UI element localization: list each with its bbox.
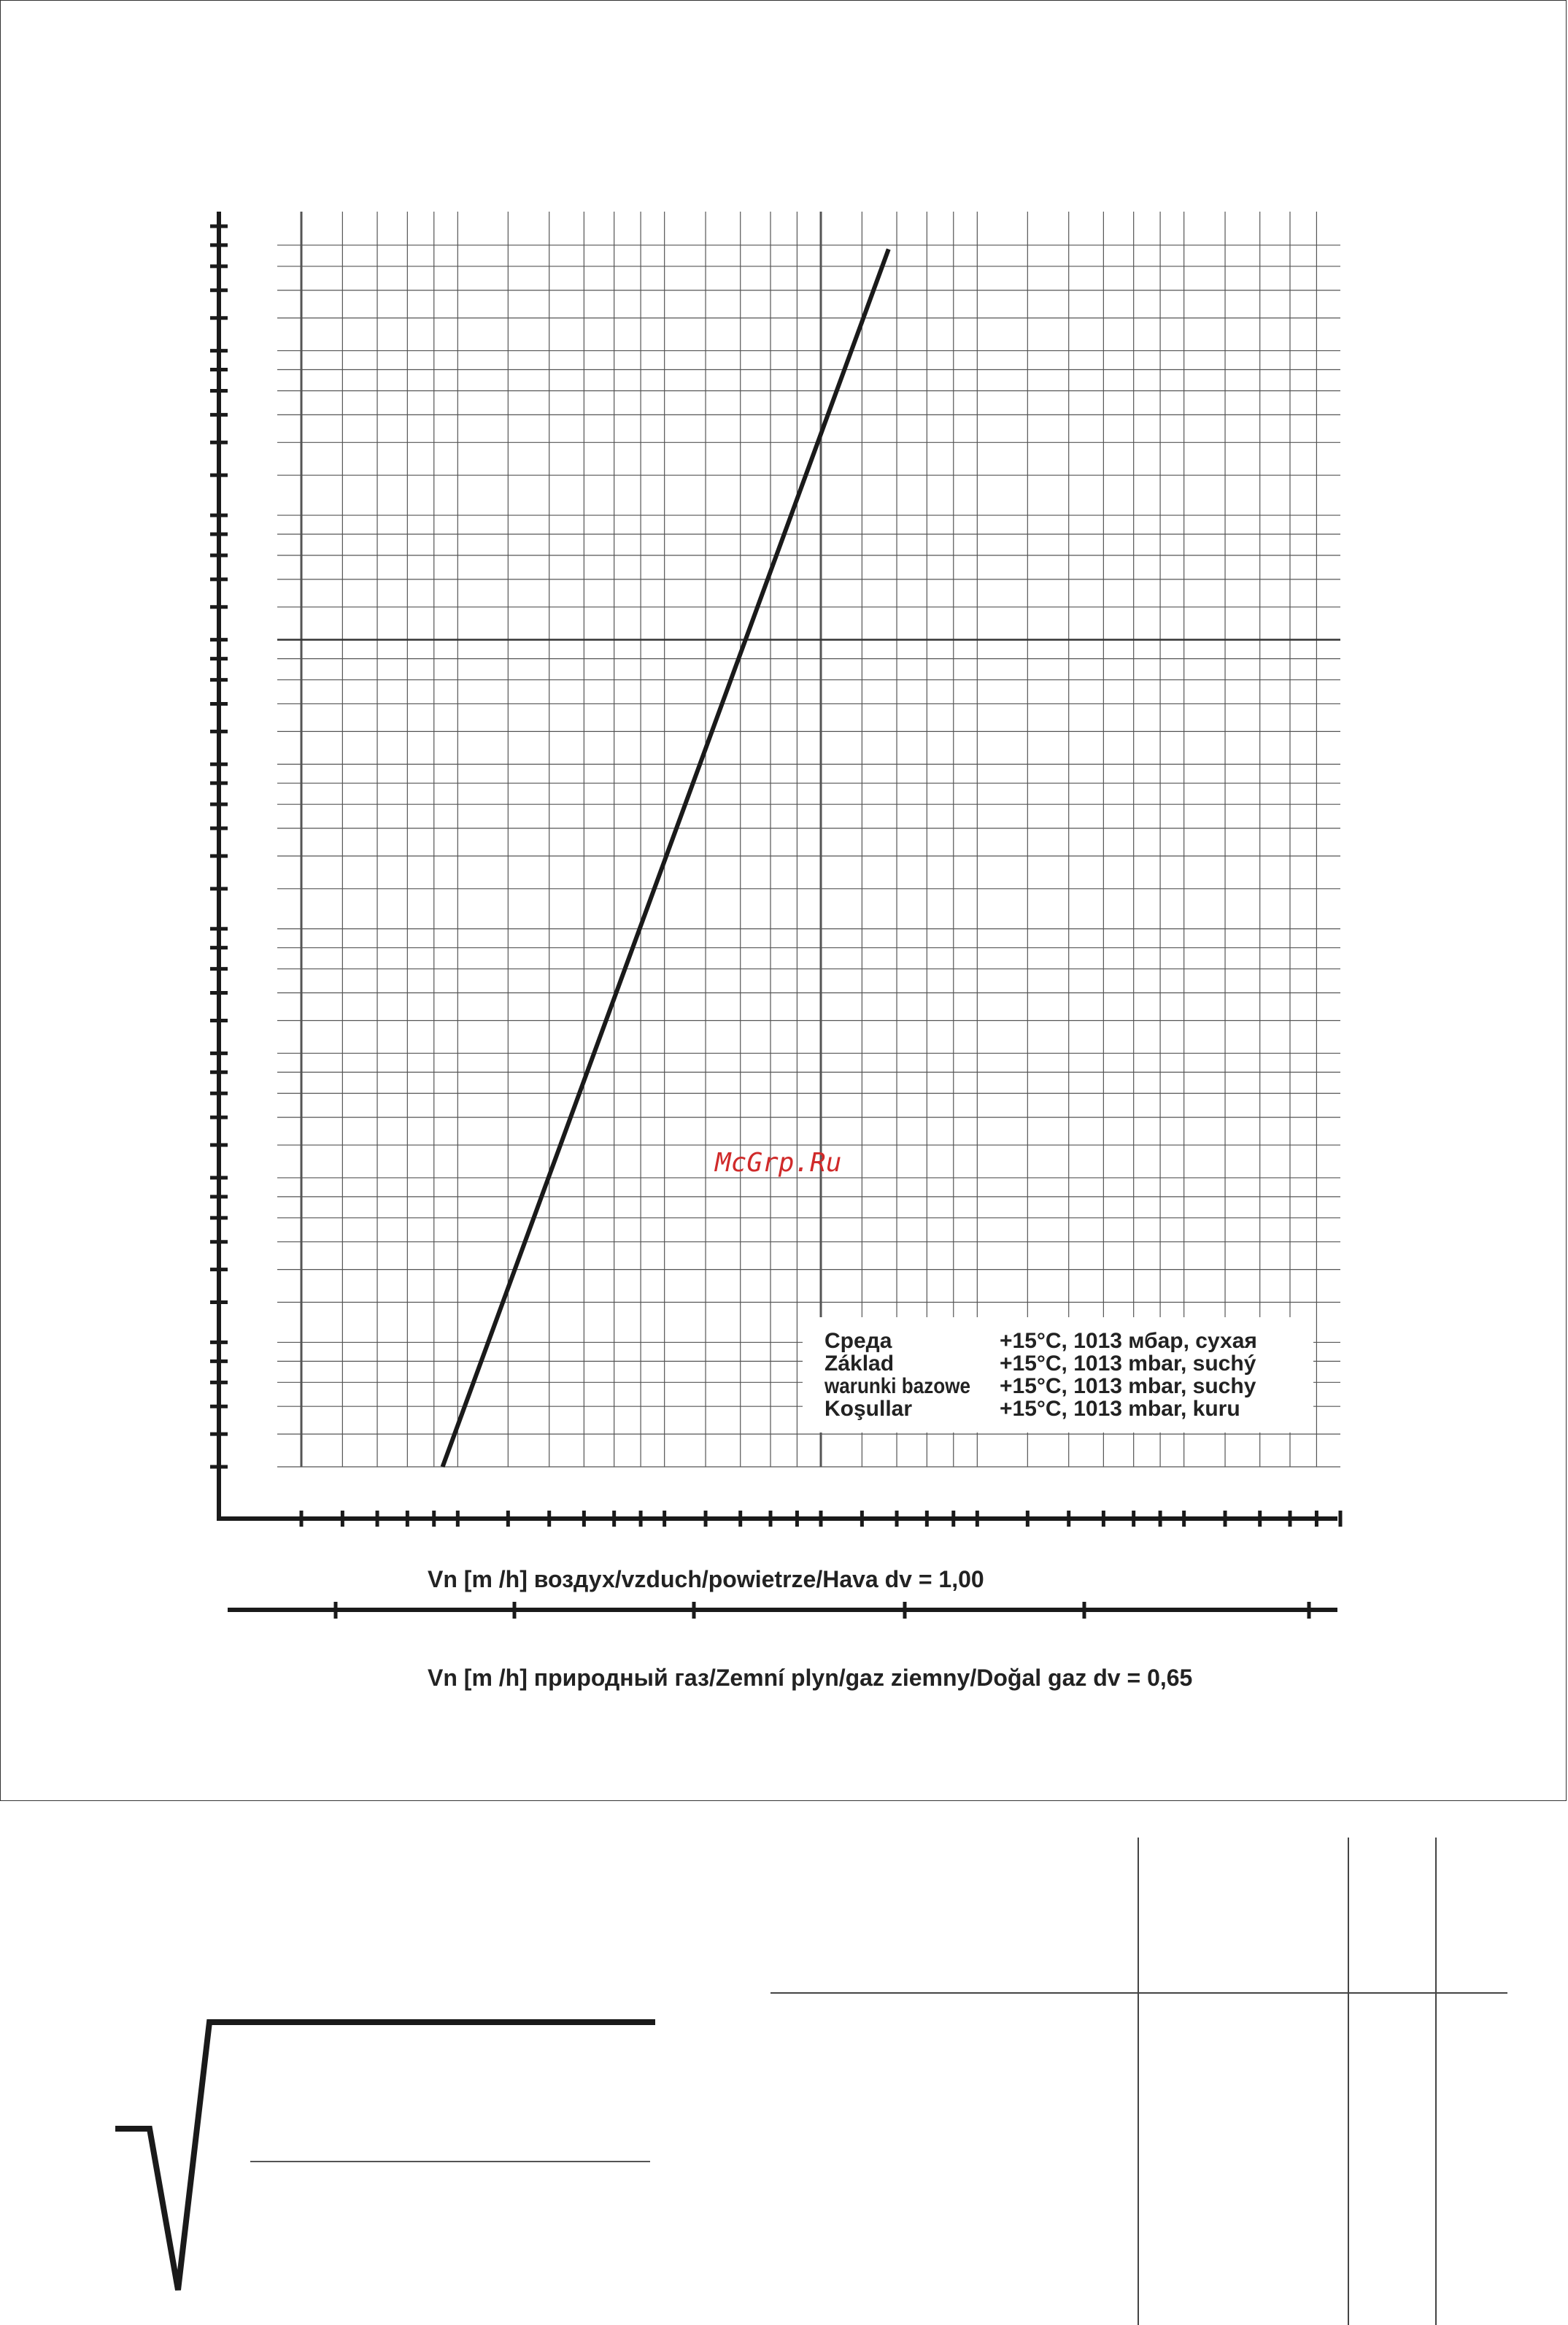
condition-label-cz: Základ [824,1352,895,1376]
conditions-block [824,1329,1257,1421]
condition-value-tr: +15°C, 1013 mbar, kuru [1000,1397,1240,1421]
x-axis-label-air: Vn [m /h] воздух/vzduch/powietrze/Hava dv = 1,00 [428,1566,984,1592]
condition-label-tr: Koşullar [824,1397,913,1421]
condition-value-ru: +15°C, 1013 мбар, сухая [1000,1329,1257,1353]
grid [277,212,1340,1467]
square-root-symbol [115,2022,655,2290]
condition-value-cz: +15°C, 1013 mbar, suchý [1000,1352,1256,1376]
x-axis-label-gas: Vn [m /h] природный газ/Zemní plyn/gaz ziemny/Doğal gaz dv = 0,65 [428,1665,1193,1691]
condition-label-pl: warunki bazowe [824,1374,970,1398]
watermark: McGrp.Ru [715,1148,842,1178]
empty-table [771,1838,1507,2325]
condition-label-ru: Среда [824,1329,892,1353]
condition-value-pl: +15°C, 1013 mbar, suchy [1000,1374,1256,1398]
